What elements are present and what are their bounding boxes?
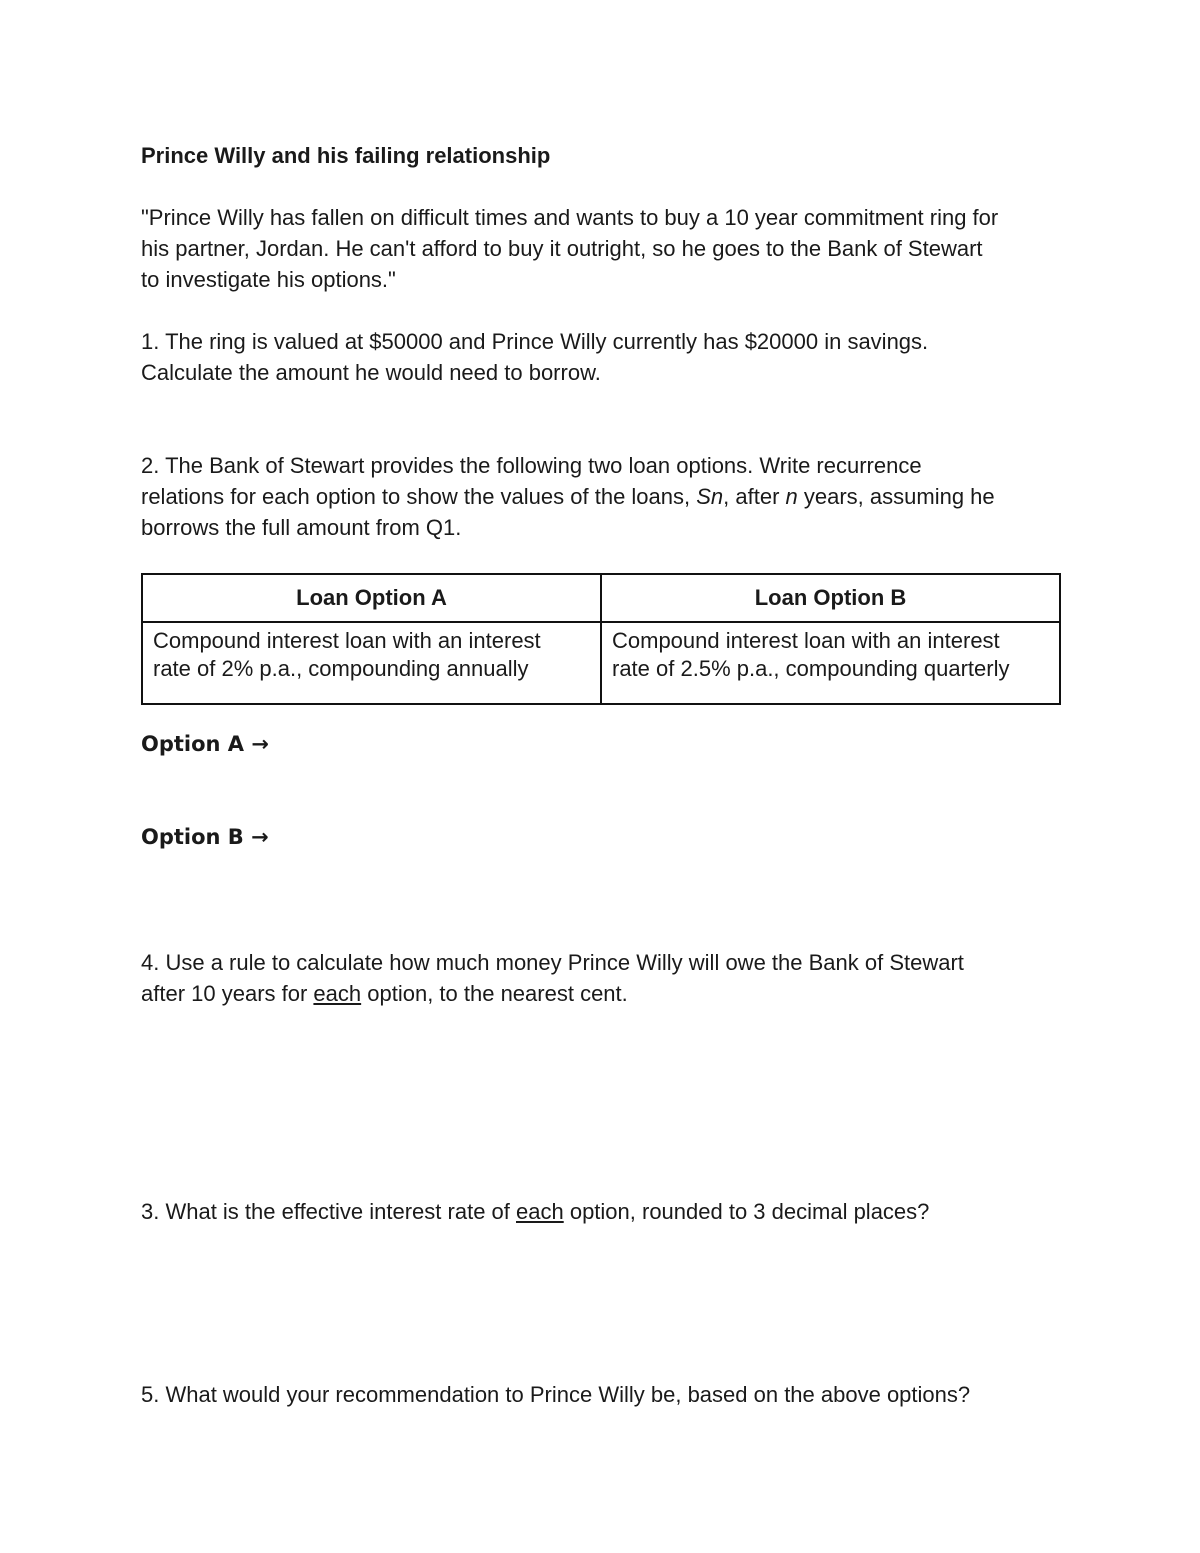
question-2-line-2 [141,481,995,512]
intro-line-3: to investigate his options." [141,267,396,292]
intro-line-1: "Prince Willy has fallen on difficult times and wants to buy a 10 year commitment ring for [141,205,999,230]
question-1-line-1: 1. The ring is valued at $50000 and Prince Willy currently has $20000 in savings. [141,329,929,354]
cell-a-line-2: rate of 2% p.a., compounding annually [153,656,529,681]
q3-text-post: option, rounded to 3 decimal places? [563,1199,930,1224]
option-a-label: Option A → [141,732,269,756]
question-2-line-3: borrows the full amount from Q1. [141,515,462,540]
q3-text-pre: 3. What is the effective interest rate of [141,1199,516,1224]
worksheet-title: Prince Willy and his failing relationship [141,143,551,168]
cell-b-line-2: rate of 2.5% p.a., compounding quarterly [612,656,1010,681]
q4-text-post: option, to the nearest cent. [361,981,628,1006]
q4-text-pre: after 10 years for [141,981,314,1006]
question-3 [141,1196,929,1227]
cell-a-line-1: Compound interest loan with an interest [153,628,541,653]
option-b-label: Option B → [141,825,269,849]
q2-text-mid: , after [723,484,786,509]
question-4-line-2 [141,978,628,1009]
q4-underlined-each: each [313,981,362,1006]
loan-options-table [141,573,1061,705]
cell-loan-option-a [142,622,601,704]
q2-text-pre: relations for each option to show the values of the loans, [141,484,697,509]
intro-line-2: his partner, Jordan. He can't afford to buy it outright, so he goes to the Bank of Stewart [141,236,983,261]
q3-underlined-each: each [516,1199,564,1224]
q2-variable-n: n [785,484,798,509]
cell-loan-option-b [601,622,1060,704]
question-5: 5. What would your recommendation to Prince Willy be, based on the above options? [141,1382,971,1407]
q2-variable-sn: Sn [696,484,724,509]
question-4-line-1: 4. Use a rule to calculate how much money Prince Willy will owe the Bank of Stewart [141,950,964,975]
table-header-row [142,574,1060,622]
q2-text-post: years, assuming he [797,484,995,509]
header-loan-option-b: Loan Option B [601,574,1060,622]
question-2-line-1: 2. The Bank of Stewart provides the following two loan options. Write recurrence [141,453,922,478]
question-1-line-2: Calculate the amount he would need to borrow. [141,360,601,385]
header-loan-option-a: Loan Option A [142,574,601,622]
cell-b-line-1: Compound interest loan with an interest [612,628,1000,653]
table-row [142,622,1060,704]
